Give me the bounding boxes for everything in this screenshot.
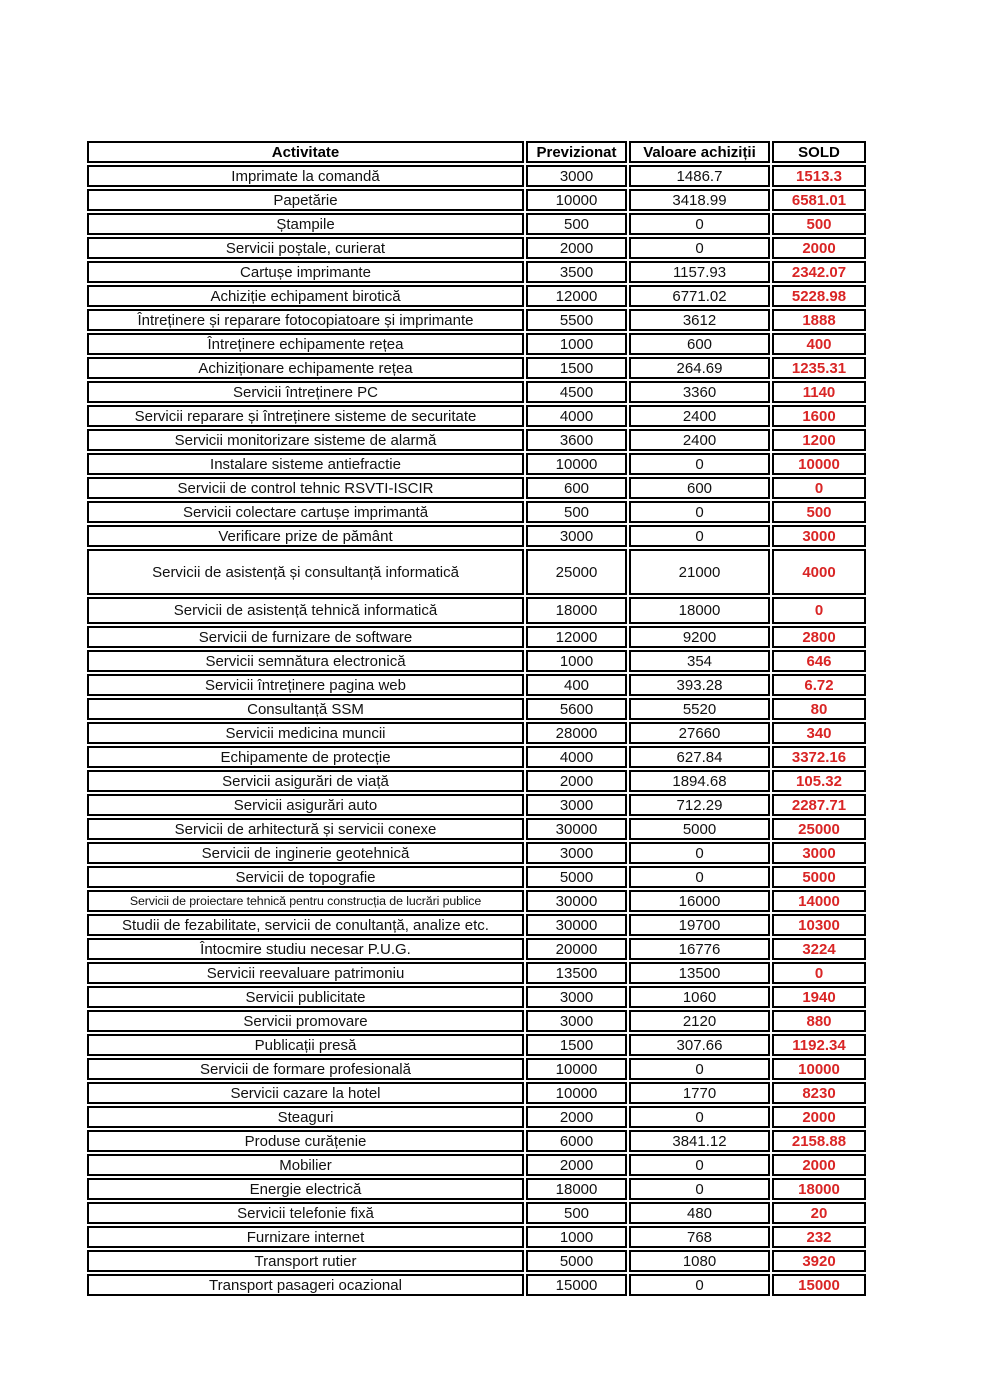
- sold-value-cell: 20: [772, 1202, 866, 1224]
- sold-value-cell: 10000: [772, 1058, 866, 1080]
- sold-value-cell: 4000: [772, 549, 866, 595]
- acquisitions-value-cell: 480: [629, 1202, 770, 1224]
- acquisitions-value-cell: 1486.7: [629, 165, 770, 187]
- activity-cell: Achiziționare echipamente rețea: [87, 357, 524, 379]
- planned-value-cell: 3600: [526, 429, 627, 451]
- activity-cell: Servicii semnătura electronică: [87, 650, 524, 672]
- planned-value-cell: 1500: [526, 1034, 627, 1056]
- sold-value-cell: 500: [772, 213, 866, 235]
- sold-value-cell: 3000: [772, 842, 866, 864]
- table-row: [87, 1202, 866, 1224]
- activity-cell: Ștampile: [87, 213, 524, 235]
- sold-value-cell: 1192.34: [772, 1034, 866, 1056]
- table-row: [87, 890, 866, 912]
- acquisitions-value-cell: 1770: [629, 1082, 770, 1104]
- acquisitions-value-cell: 0: [629, 866, 770, 888]
- activity-cell: Studii de fezabilitate, servicii de conultanță, analize etc.: [87, 914, 524, 936]
- planned-value-cell: 10000: [526, 189, 627, 211]
- sold-value-cell: 880: [772, 1010, 866, 1032]
- acquisitions-value-cell: 0: [629, 1274, 770, 1296]
- table-row: [87, 261, 866, 283]
- acquisitions-value-cell: 1894.68: [629, 770, 770, 792]
- planned-value-cell: 1000: [526, 333, 627, 355]
- activity-cell: Publicații presă: [87, 1034, 524, 1056]
- activity-cell: Achiziție echipament birotică: [87, 285, 524, 307]
- column-header-activitate: Activitate: [87, 141, 524, 163]
- table-row: [87, 794, 866, 816]
- sold-value-cell: 400: [772, 333, 866, 355]
- planned-value-cell: 18000: [526, 597, 627, 624]
- planned-value-cell: 30000: [526, 914, 627, 936]
- acquisitions-value-cell: 0: [629, 1178, 770, 1200]
- activity-cell: Servicii de furnizare de software: [87, 626, 524, 648]
- table-row: [87, 213, 866, 235]
- planned-value-cell: 500: [526, 213, 627, 235]
- table-row: [87, 842, 866, 864]
- column-header-valoare-achizitii: Valoare achiziții: [629, 141, 770, 163]
- planned-value-cell: 600: [526, 477, 627, 499]
- table-row: [87, 1274, 866, 1296]
- acquisitions-value-cell: 2120: [629, 1010, 770, 1032]
- activity-cell: Servicii poștale, curierat: [87, 237, 524, 259]
- table-row: [87, 525, 866, 547]
- acquisitions-value-cell: 0: [629, 213, 770, 235]
- sold-value-cell: 1600: [772, 405, 866, 427]
- table-row: [87, 453, 866, 475]
- activity-cell: Servicii întreținere PC: [87, 381, 524, 403]
- sold-value-cell: 2000: [772, 237, 866, 259]
- acquisitions-value-cell: 3612: [629, 309, 770, 331]
- acquisitions-value-cell: 2400: [629, 429, 770, 451]
- sold-value-cell: 646: [772, 650, 866, 672]
- acquisitions-value-cell: 5520: [629, 698, 770, 720]
- sold-value-cell: 105.32: [772, 770, 866, 792]
- activity-cell: Servicii asigurări de viață: [87, 770, 524, 792]
- acquisitions-value-cell: 3841.12: [629, 1130, 770, 1152]
- acquisitions-value-cell: 600: [629, 333, 770, 355]
- planned-value-cell: 12000: [526, 626, 627, 648]
- activity-cell: Servicii de inginerie geotehnică: [87, 842, 524, 864]
- planned-value-cell: 1000: [526, 1226, 627, 1248]
- sold-value-cell: 80: [772, 698, 866, 720]
- planned-value-cell: 3500: [526, 261, 627, 283]
- planned-value-cell: 3000: [526, 525, 627, 547]
- planned-value-cell: 500: [526, 501, 627, 523]
- table-row: [87, 818, 866, 840]
- planned-value-cell: 10000: [526, 453, 627, 475]
- acquisitions-value-cell: 9200: [629, 626, 770, 648]
- acquisitions-value-cell: 0: [629, 501, 770, 523]
- planned-value-cell: 3000: [526, 1010, 627, 1032]
- sold-value-cell: 0: [772, 962, 866, 984]
- activity-cell: Servicii asigurări auto: [87, 794, 524, 816]
- table-body: [87, 165, 866, 1296]
- table-row: [87, 309, 866, 331]
- planned-value-cell: 2000: [526, 1154, 627, 1176]
- activity-cell: Verificare prize de pământ: [87, 525, 524, 547]
- table-row: [87, 1250, 866, 1272]
- acquisitions-value-cell: 0: [629, 453, 770, 475]
- table-row: [87, 1106, 866, 1128]
- table-row: [87, 549, 866, 595]
- sold-value-cell: 18000: [772, 1178, 866, 1200]
- sold-value-cell: 1235.31: [772, 357, 866, 379]
- table-row: [87, 1226, 866, 1248]
- table-row: [87, 405, 866, 427]
- planned-value-cell: 3000: [526, 842, 627, 864]
- table-row: [87, 429, 866, 451]
- acquisitions-value-cell: 16000: [629, 890, 770, 912]
- acquisitions-value-cell: 393.28: [629, 674, 770, 696]
- activity-cell: Produse curățenie: [87, 1130, 524, 1152]
- sold-value-cell: 6.72: [772, 674, 866, 696]
- acquisitions-value-cell: 5000: [629, 818, 770, 840]
- planned-value-cell: 3000: [526, 986, 627, 1008]
- acquisitions-value-cell: 18000: [629, 597, 770, 624]
- sold-value-cell: 5000: [772, 866, 866, 888]
- activity-cell: Servicii de formare profesională: [87, 1058, 524, 1080]
- planned-value-cell: 5600: [526, 698, 627, 720]
- sold-value-cell: 2800: [772, 626, 866, 648]
- sold-value-cell: 5228.98: [772, 285, 866, 307]
- activity-cell: Servicii cazare la hotel: [87, 1082, 524, 1104]
- planned-value-cell: 5000: [526, 1250, 627, 1272]
- planned-value-cell: 20000: [526, 938, 627, 960]
- sold-value-cell: 2158.88: [772, 1130, 866, 1152]
- activity-cell: Cartușe imprimante: [87, 261, 524, 283]
- planned-value-cell: 500: [526, 1202, 627, 1224]
- acquisitions-value-cell: 0: [629, 237, 770, 259]
- sold-value-cell: 3920: [772, 1250, 866, 1272]
- budget-table: [85, 139, 868, 1298]
- activity-cell: Servicii telefonie fixă: [87, 1202, 524, 1224]
- planned-value-cell: 1500: [526, 357, 627, 379]
- acquisitions-value-cell: 264.69: [629, 357, 770, 379]
- acquisitions-value-cell: 768: [629, 1226, 770, 1248]
- table-row: [87, 866, 866, 888]
- table-row: [87, 381, 866, 403]
- acquisitions-value-cell: 1060: [629, 986, 770, 1008]
- activity-cell: Servicii de topografie: [87, 866, 524, 888]
- activity-cell: Mobilier: [87, 1154, 524, 1176]
- table-row: [87, 746, 866, 768]
- sold-value-cell: 340: [772, 722, 866, 744]
- planned-value-cell: 3000: [526, 794, 627, 816]
- table-row: [87, 1034, 866, 1056]
- sold-value-cell: 1888: [772, 309, 866, 331]
- sold-value-cell: 10000: [772, 453, 866, 475]
- sold-value-cell: 1513.3: [772, 165, 866, 187]
- table-row: [87, 986, 866, 1008]
- sold-value-cell: 232: [772, 1226, 866, 1248]
- table-row: [87, 237, 866, 259]
- sold-value-cell: 2000: [772, 1154, 866, 1176]
- activity-cell: Servicii monitorizare sisteme de alarmă: [87, 429, 524, 451]
- acquisitions-value-cell: 307.66: [629, 1034, 770, 1056]
- table-row: [87, 597, 866, 624]
- sold-value-cell: 10300: [772, 914, 866, 936]
- acquisitions-value-cell: 600: [629, 477, 770, 499]
- activity-cell: Steaguri: [87, 1106, 524, 1128]
- acquisitions-value-cell: 1157.93: [629, 261, 770, 283]
- acquisitions-value-cell: 0: [629, 1058, 770, 1080]
- planned-value-cell: 4000: [526, 746, 627, 768]
- activity-cell: Servicii medicina muncii: [87, 722, 524, 744]
- budget-table-container: [85, 139, 868, 1298]
- sold-value-cell: 2000: [772, 1106, 866, 1128]
- table-row: [87, 285, 866, 307]
- planned-value-cell: 2000: [526, 1106, 627, 1128]
- activity-cell: Servicii de proiectare tehnică pentru construcția de lucrări publice: [87, 890, 524, 912]
- activity-cell: Servicii de control tehnic RSVTI-ISCIR: [87, 477, 524, 499]
- column-header-previzionat: Previzionat: [526, 141, 627, 163]
- planned-value-cell: 4000: [526, 405, 627, 427]
- column-header-sold: SOLD: [772, 141, 866, 163]
- planned-value-cell: 13500: [526, 962, 627, 984]
- activity-cell: Servicii de arhitectură și servicii conexe: [87, 818, 524, 840]
- sold-value-cell: 3224: [772, 938, 866, 960]
- activity-cell: Papetărie: [87, 189, 524, 211]
- sold-value-cell: 3372.16: [772, 746, 866, 768]
- acquisitions-value-cell: 16776: [629, 938, 770, 960]
- table-row: [87, 770, 866, 792]
- table-row: [87, 674, 866, 696]
- table-row: [87, 626, 866, 648]
- activity-cell: Furnizare internet: [87, 1226, 524, 1248]
- activity-cell: Energie electrică: [87, 1178, 524, 1200]
- acquisitions-value-cell: 712.29: [629, 794, 770, 816]
- sold-value-cell: 8230: [772, 1082, 866, 1104]
- table-row: [87, 477, 866, 499]
- planned-value-cell: 2000: [526, 770, 627, 792]
- acquisitions-value-cell: 354: [629, 650, 770, 672]
- acquisitions-value-cell: 627.84: [629, 746, 770, 768]
- planned-value-cell: 4500: [526, 381, 627, 403]
- sold-value-cell: 500: [772, 501, 866, 523]
- acquisitions-value-cell: 3418.99: [629, 189, 770, 211]
- planned-value-cell: 1000: [526, 650, 627, 672]
- planned-value-cell: 6000: [526, 1130, 627, 1152]
- planned-value-cell: 30000: [526, 818, 627, 840]
- activity-cell: Servicii colectare cartușe imprimantă: [87, 501, 524, 523]
- activity-cell: Transport rutier: [87, 1250, 524, 1272]
- sold-value-cell: 6581.01: [772, 189, 866, 211]
- acquisitions-value-cell: 13500: [629, 962, 770, 984]
- table-row: [87, 165, 866, 187]
- activity-cell: Servicii reparare și întreținere sisteme de securitate: [87, 405, 524, 427]
- sold-value-cell: 2287.71: [772, 794, 866, 816]
- planned-value-cell: 3000: [526, 165, 627, 187]
- planned-value-cell: 28000: [526, 722, 627, 744]
- sold-value-cell: 2342.07: [772, 261, 866, 283]
- table-row: [87, 357, 866, 379]
- activity-cell: Servicii publicitate: [87, 986, 524, 1008]
- planned-value-cell: 2000: [526, 237, 627, 259]
- activity-cell: Servicii reevaluare patrimoniu: [87, 962, 524, 984]
- table-row: [87, 1154, 866, 1176]
- planned-value-cell: 5500: [526, 309, 627, 331]
- acquisitions-value-cell: 0: [629, 525, 770, 547]
- activity-cell: Echipamente de protecție: [87, 746, 524, 768]
- planned-value-cell: 12000: [526, 285, 627, 307]
- acquisitions-value-cell: 1080: [629, 1250, 770, 1272]
- activity-cell: Servicii de asistență tehnică informatică: [87, 597, 524, 624]
- activity-cell: Servicii întreținere pagina web: [87, 674, 524, 696]
- activity-cell: Întocmire studiu necesar P.U.G.: [87, 938, 524, 960]
- activity-cell: Instalare sisteme antiefractie: [87, 453, 524, 475]
- planned-value-cell: 10000: [526, 1082, 627, 1104]
- acquisitions-value-cell: 21000: [629, 549, 770, 595]
- sold-value-cell: 25000: [772, 818, 866, 840]
- sold-value-cell: 15000: [772, 1274, 866, 1296]
- planned-value-cell: 5000: [526, 866, 627, 888]
- activity-cell: Consultanță SSM: [87, 698, 524, 720]
- sold-value-cell: 0: [772, 597, 866, 624]
- table-row: [87, 962, 866, 984]
- activity-cell: Transport pasageri ocazional: [87, 1274, 524, 1296]
- table-row: [87, 1058, 866, 1080]
- planned-value-cell: 30000: [526, 890, 627, 912]
- planned-value-cell: 10000: [526, 1058, 627, 1080]
- planned-value-cell: 18000: [526, 1178, 627, 1200]
- activity-cell: Întreținere echipamente rețea: [87, 333, 524, 355]
- activity-cell: Întreținere și reparare fotocopiatoare și imprimante: [87, 309, 524, 331]
- table-row: [87, 501, 866, 523]
- sold-value-cell: 1140: [772, 381, 866, 403]
- sold-value-cell: 3000: [772, 525, 866, 547]
- table-row: [87, 189, 866, 211]
- table-row: [87, 938, 866, 960]
- header-row: [87, 141, 866, 163]
- table-row: [87, 1010, 866, 1032]
- activity-cell: Servicii promovare: [87, 1010, 524, 1032]
- table-row: [87, 333, 866, 355]
- acquisitions-value-cell: 0: [629, 1154, 770, 1176]
- planned-value-cell: 25000: [526, 549, 627, 595]
- acquisitions-value-cell: 19700: [629, 914, 770, 936]
- acquisitions-value-cell: 2400: [629, 405, 770, 427]
- acquisitions-value-cell: 0: [629, 1106, 770, 1128]
- activity-cell: Servicii de asistență și consultanță informatică: [87, 549, 524, 595]
- table-row: [87, 1130, 866, 1152]
- table-row: [87, 1082, 866, 1104]
- table-row: [87, 914, 866, 936]
- planned-value-cell: 400: [526, 674, 627, 696]
- table-row: [87, 722, 866, 744]
- table-row: [87, 650, 866, 672]
- activity-cell: Imprimate la comandă: [87, 165, 524, 187]
- table-row: [87, 698, 866, 720]
- table-row: [87, 1178, 866, 1200]
- sold-value-cell: 1200: [772, 429, 866, 451]
- acquisitions-value-cell: 3360: [629, 381, 770, 403]
- planned-value-cell: 15000: [526, 1274, 627, 1296]
- sold-value-cell: 1940: [772, 986, 866, 1008]
- sold-value-cell: 0: [772, 477, 866, 499]
- acquisitions-value-cell: 0: [629, 842, 770, 864]
- sold-value-cell: 14000: [772, 890, 866, 912]
- acquisitions-value-cell: 27660: [629, 722, 770, 744]
- acquisitions-value-cell: 6771.02: [629, 285, 770, 307]
